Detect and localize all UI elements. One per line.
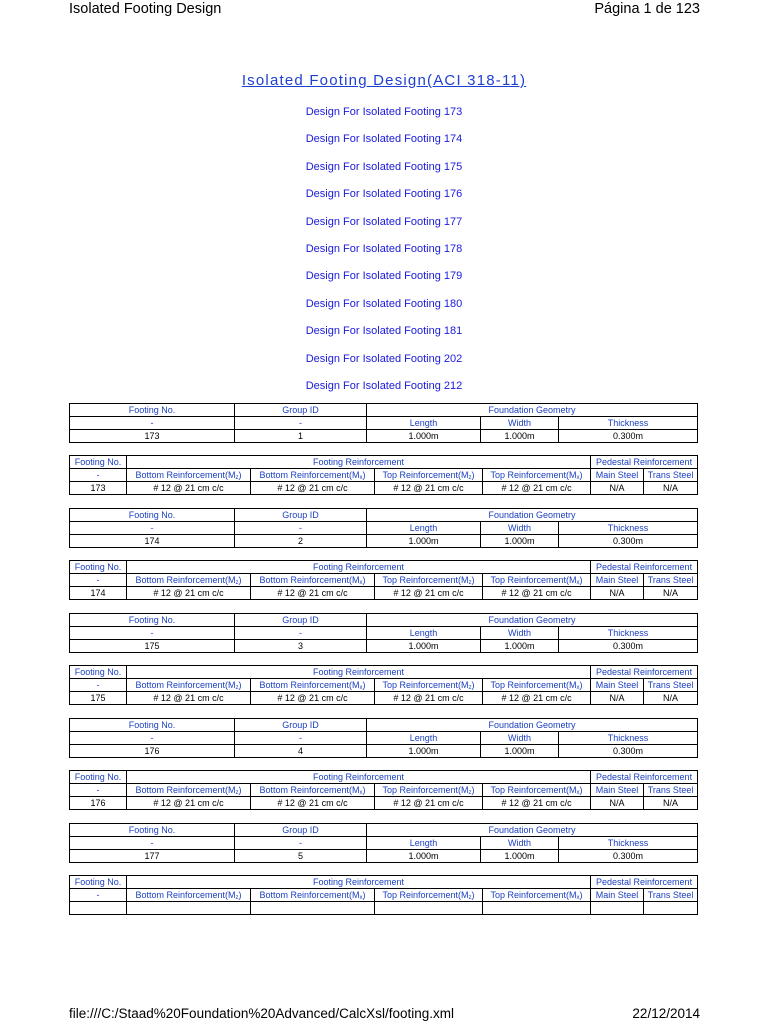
unit-dash: - (70, 889, 127, 902)
col-header-top-mz: Top $Reinforcement(M_z)$ (375, 784, 483, 797)
footing-link[interactable]: Design For Isolated Footing 177 (305, 215, 463, 228)
col-header-pedestal-reinforcement: Pedestal Reinforcement (591, 771, 698, 784)
geometry-table (69, 613, 698, 653)
header-title: Isolated Footing Design (69, 1, 222, 17)
col-header-bottom-mx: Bottom $Reinforcement(M_x)$ (251, 469, 375, 482)
main-steel-value (591, 902, 644, 915)
footing-no-value: 174 (70, 535, 235, 548)
col-header-trans-steel: Trans Steel (644, 889, 698, 902)
footing-tables (69, 403, 697, 915)
unit-dash: - (235, 417, 367, 430)
col-header-footing-reinforcement: Footing Reinforcement (127, 771, 591, 784)
col-header-footing-no: Footing No. (70, 509, 235, 522)
col-header-pedestal-reinforcement: Pedestal Reinforcement (591, 666, 698, 679)
page-header (0, 0, 768, 22)
width-value: 1.000m (481, 640, 559, 653)
col-header-footing-no: Footing No. (70, 666, 127, 679)
col-header-width: Width (481, 627, 559, 640)
col-header-top-mx: Top $Reinforcement(M_x)$ (483, 469, 591, 482)
bottom-mx-value: # 12 @ 21 cm c/c (251, 797, 375, 810)
main-steel-value: N/A (591, 692, 644, 705)
col-header-group-id: Group ID (235, 509, 367, 522)
unit-dash: - (70, 837, 235, 850)
col-header-bottom-mx: Bottom $Reinforcement(M_x)$ (251, 679, 375, 692)
reinforcement-table (69, 770, 698, 810)
unit-dash: - (70, 784, 127, 797)
width-value: 1.000m (481, 535, 559, 548)
col-header-pedestal-reinforcement: Pedestal Reinforcement (591, 456, 698, 469)
bottom-mz-value (127, 902, 251, 915)
col-header-length: Length (367, 837, 481, 850)
col-header-bottom-mz: Bottom $Reinforcement(M_z)$ (127, 679, 251, 692)
bottom-mx-value: # 12 @ 21 cm c/c (251, 692, 375, 705)
col-header-length: Length (367, 522, 481, 535)
col-header-group-id: Group ID (235, 824, 367, 837)
col-header-bottom-mz: Bottom $Reinforcement(M_z)$ (127, 784, 251, 797)
length-value: 1.000m (367, 745, 481, 758)
col-header-top-mz: Top $Reinforcement(M_z)$ (375, 469, 483, 482)
col-header-trans-steel: Trans Steel (644, 574, 698, 587)
unit-dash: - (70, 522, 235, 535)
width-value: 1.000m (481, 745, 559, 758)
document-title: Isolated Footing Design(ACI 318-11) (241, 72, 527, 89)
col-header-top-mx: Top $Reinforcement(M_x)$ (483, 574, 591, 587)
bottom-mz-value: # 12 @ 21 cm c/c (127, 692, 251, 705)
footing-link[interactable]: Design For Isolated Footing 181 (305, 325, 463, 338)
col-header-top-mx: Top $Reinforcement(M_x)$ (483, 889, 591, 902)
col-header-footing-reinforcement: Footing Reinforcement (127, 561, 591, 574)
footing-no-value: 175 (70, 692, 127, 705)
footing-link[interactable]: Design For Isolated Footing 178 (305, 242, 463, 255)
thickness-value: 0.300m (559, 535, 698, 548)
col-header-bottom-mz: Bottom $Reinforcement(M_z)$ (127, 574, 251, 587)
trans-steel-value (644, 902, 698, 915)
col-header-trans-steel: Trans Steel (644, 784, 698, 797)
unit-dash: - (235, 522, 367, 535)
col-header-group-id: Group ID (235, 404, 367, 417)
footing-link[interactable]: Design For Isolated Footing 176 (305, 188, 463, 201)
col-header-top-mz: Top $Reinforcement(M_z)$ (375, 574, 483, 587)
col-header-foundation-geometry: Foundation Geometry (367, 404, 698, 417)
length-value: 1.000m (367, 430, 481, 443)
col-header-thickness: Thickness (559, 417, 698, 430)
geometry-table (69, 508, 698, 548)
footing-no-value: 175 (70, 640, 235, 653)
footing-no-value: 176 (70, 745, 235, 758)
col-header-footing-no: Footing No. (70, 824, 235, 837)
footing-no-value: 174 (70, 587, 127, 600)
col-header-bottom-mx: Bottom $Reinforcement(M_x)$ (251, 574, 375, 587)
footing-no-value: 177 (70, 850, 235, 863)
footing-link[interactable]: Design For Isolated Footing 202 (305, 352, 463, 365)
footing-no-value: 173 (70, 482, 127, 495)
col-header-main-steel: Main Steel (591, 679, 644, 692)
col-header-width: Width (481, 417, 559, 430)
footing-no-value (70, 902, 127, 915)
thickness-value: 0.300m (559, 745, 698, 758)
footing-no-value: 176 (70, 797, 127, 810)
thickness-value: 0.300m (559, 430, 698, 443)
top-mz-value: # 12 @ 21 cm c/c (375, 692, 483, 705)
group-id-value: 4 (235, 745, 367, 758)
thickness-value: 0.300m (559, 640, 698, 653)
col-header-foundation-geometry: Foundation Geometry (367, 824, 698, 837)
col-header-foundation-geometry: Foundation Geometry (367, 719, 698, 732)
unit-dash: - (70, 679, 127, 692)
length-value: 1.000m (367, 850, 481, 863)
col-header-foundation-geometry: Foundation Geometry (367, 509, 698, 522)
reinforcement-table (69, 875, 698, 915)
header-page-number: Página 1 de 123 (594, 1, 700, 17)
top-mx-value: # 12 @ 21 cm c/c (483, 482, 591, 495)
unit-dash: - (70, 732, 235, 745)
page-footer (0, 1006, 768, 1024)
col-header-thickness: Thickness (559, 732, 698, 745)
bottom-mz-value: # 12 @ 21 cm c/c (127, 587, 251, 600)
footing-link[interactable]: Design For Isolated Footing 180 (305, 297, 463, 310)
col-header-top-mx: Top $Reinforcement(M_x)$ (483, 784, 591, 797)
col-header-thickness: Thickness (559, 837, 698, 850)
col-header-footing-no: Footing No. (70, 561, 127, 574)
geometry-table (69, 823, 698, 863)
footing-link[interactable]: Design For Isolated Footing 174 (305, 133, 463, 146)
col-header-footing-reinforcement: Footing Reinforcement (127, 456, 591, 469)
col-header-top-mz: Top $Reinforcement(M_z)$ (375, 679, 483, 692)
top-mz-value: # 12 @ 21 cm c/c (375, 587, 483, 600)
footing-link[interactable]: Design For Isolated Footing 179 (305, 270, 463, 283)
unit-dash: - (70, 469, 127, 482)
bottom-mz-value: # 12 @ 21 cm c/c (127, 797, 251, 810)
main-steel-value: N/A (591, 587, 644, 600)
col-header-bottom-mx: Bottom $Reinforcement(M_x)$ (251, 784, 375, 797)
bottom-mx-value: # 12 @ 21 cm c/c (251, 482, 375, 495)
col-header-width: Width (481, 522, 559, 535)
col-header-top-mz: Top $Reinforcement(M_z)$ (375, 889, 483, 902)
group-id-value: 1 (235, 430, 367, 443)
col-header-trans-steel: Trans Steel (644, 469, 698, 482)
reinforcement-table (69, 560, 698, 600)
col-header-width: Width (481, 732, 559, 745)
footing-link[interactable]: Design For Isolated Footing 173 (305, 106, 463, 118)
top-mz-value: # 12 @ 21 cm c/c (375, 482, 483, 495)
unit-dash: - (235, 627, 367, 640)
col-header-thickness: Thickness (559, 522, 698, 535)
unit-dash: - (70, 627, 235, 640)
col-header-main-steel: Main Steel (591, 889, 644, 902)
footing-link[interactable]: Design For Isolated Footing 212 (305, 379, 463, 392)
col-header-bottom-mz: Bottom $Reinforcement(M_z)$ (127, 469, 251, 482)
main-steel-value: N/A (591, 482, 644, 495)
col-header-main-steel: Main Steel (591, 469, 644, 482)
unit-dash: - (70, 417, 235, 430)
top-mz-value: # 12 @ 21 cm c/c (375, 797, 483, 810)
main-steel-value: N/A (591, 797, 644, 810)
col-header-bottom-mx: Bottom $Reinforcement(M_x)$ (251, 889, 375, 902)
col-header-footing-reinforcement: Footing Reinforcement (127, 876, 591, 889)
bottom-mz-value: # 12 @ 21 cm c/c (127, 482, 251, 495)
geometry-table (69, 718, 698, 758)
width-value: 1.000m (481, 850, 559, 863)
reinforcement-table (69, 455, 698, 495)
col-header-length: Length (367, 627, 481, 640)
unit-dash: - (70, 574, 127, 587)
geometry-table (69, 403, 698, 443)
col-header-pedestal-reinforcement: Pedestal Reinforcement (591, 876, 698, 889)
col-header-thickness: Thickness (559, 627, 698, 640)
top-mz-value (375, 902, 483, 915)
col-header-trans-steel: Trans Steel (644, 679, 698, 692)
group-id-value: 3 (235, 640, 367, 653)
top-mx-value: # 12 @ 21 cm c/c (483, 797, 591, 810)
trans-steel-value: N/A (644, 587, 698, 600)
length-value: 1.000m (367, 535, 481, 548)
footing-link-list (0, 103, 768, 404)
col-header-group-id: Group ID (235, 614, 367, 627)
footer-date: 22/12/2014 (632, 1006, 700, 1021)
trans-steel-value: N/A (644, 797, 698, 810)
width-value: 1.000m (481, 430, 559, 443)
col-header-width: Width (481, 837, 559, 850)
col-header-footing-no: Footing No. (70, 771, 127, 784)
top-mx-value: # 12 @ 21 cm c/c (483, 587, 591, 600)
footing-link[interactable]: Design For Isolated Footing 175 (305, 160, 463, 173)
bottom-mx-value: # 12 @ 21 cm c/c (251, 587, 375, 600)
col-header-main-steel: Main Steel (591, 784, 644, 797)
unit-dash: - (235, 732, 367, 745)
col-header-bottom-mz: Bottom $Reinforcement(M_z)$ (127, 889, 251, 902)
trans-steel-value: N/A (644, 482, 698, 495)
footing-no-value: 173 (70, 430, 235, 443)
trans-steel-value: N/A (644, 692, 698, 705)
col-header-footing-no: Footing No. (70, 719, 235, 732)
col-header-pedestal-reinforcement: Pedestal Reinforcement (591, 561, 698, 574)
footer-file-path: file:///C:/Staad%20Foundation%20Advanced/CalcXsl/footing.xml (69, 1006, 454, 1021)
col-header-footing-no: Footing No. (70, 614, 235, 627)
col-header-length: Length (367, 732, 481, 745)
unit-dash: - (235, 837, 367, 850)
col-header-main-steel: Main Steel (591, 574, 644, 587)
col-header-group-id: Group ID (235, 719, 367, 732)
length-value: 1.000m (367, 640, 481, 653)
top-mx-value: # 12 @ 21 cm c/c (483, 692, 591, 705)
col-header-footing-reinforcement: Footing Reinforcement (127, 666, 591, 679)
thickness-value: 0.300m (559, 850, 698, 863)
col-header-footing-no: Footing No. (70, 456, 127, 469)
reinforcement-table (69, 665, 698, 705)
top-mx-value (483, 902, 591, 915)
bottom-mx-value (251, 902, 375, 915)
col-header-footing-no: Footing No. (70, 876, 127, 889)
col-header-length: Length (367, 417, 481, 430)
group-id-value: 5 (235, 850, 367, 863)
col-header-footing-no: Footing No. (70, 404, 235, 417)
col-header-foundation-geometry: Foundation Geometry (367, 614, 698, 627)
col-header-top-mx: Top $Reinforcement(M_x)$ (483, 679, 591, 692)
group-id-value: 2 (235, 535, 367, 548)
